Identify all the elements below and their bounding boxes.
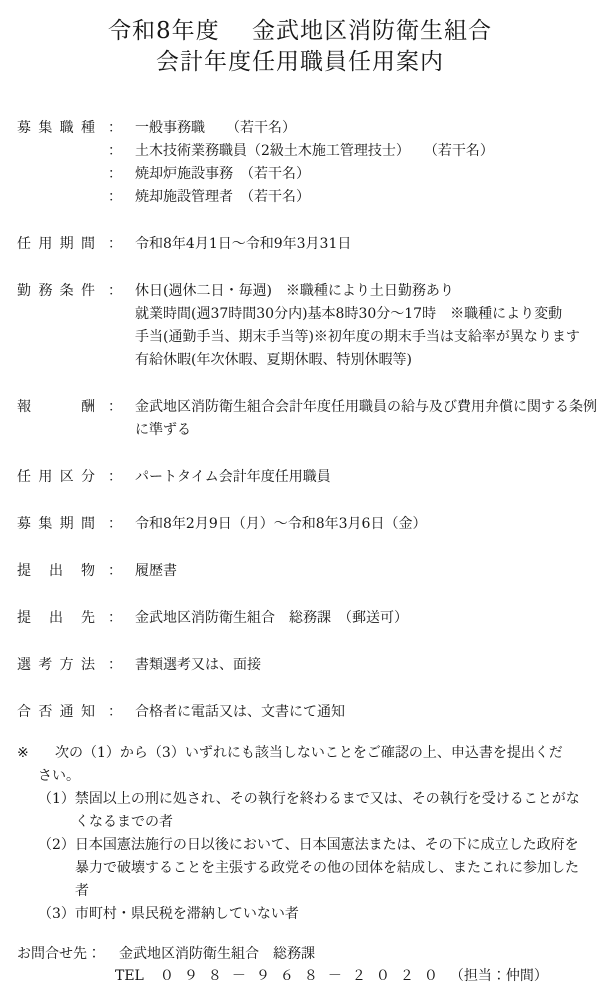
field-line [95, 701, 600, 724]
row-remuneration [17, 396, 600, 442]
note-item-2: （2）日本国憲法施行の日以後において、日本国憲法または、その下に成立した政府を [38, 837, 579, 853]
field-value: 有給休暇(年次休暇、夏期休暇、特別休暇等) [135, 352, 412, 368]
contact-section [17, 943, 600, 987]
eligibility-notes [17, 742, 600, 926]
field-value: 履歴書 [135, 563, 177, 579]
contact-label: お問合せ先： [17, 946, 101, 962]
field-value: 令和8年4月1日～令和9年3月31日 [135, 236, 352, 252]
row-appointment-category [17, 466, 600, 489]
field-label: 勤務条件 [17, 283, 95, 299]
field-value: 土木技術業務職員（2級土木施工管理技士） （若干名） [135, 143, 494, 159]
field-value: 書類選考又は、面接 [135, 657, 261, 673]
fields-section [17, 117, 600, 724]
field-line [95, 607, 600, 630]
field-label: 募集職種 [17, 120, 95, 136]
field-lines [95, 117, 600, 209]
field-lines [95, 280, 600, 372]
colon: ： [108, 120, 122, 136]
field-line [95, 466, 600, 489]
row-recruited-positions [17, 117, 600, 209]
field-line [95, 654, 600, 677]
field-value: 金武地区消防衛生組合 総務課 （郵送可） [135, 610, 408, 626]
field-line [95, 513, 600, 536]
row-result-notification [17, 701, 600, 724]
row-submission-destination [17, 607, 600, 630]
field-line [95, 560, 600, 583]
field-line [95, 186, 600, 209]
note-intro-text: 次の（1）から（3）いずれにも該当しないことをご確認の上、申込書を提出くだ [55, 745, 563, 761]
field-line [95, 280, 600, 303]
field-lines [95, 607, 600, 630]
field-line [95, 233, 600, 256]
field-label: 提 出 物 [17, 563, 95, 579]
title-line-2: 会計年度任用職員任用案内 [156, 49, 444, 75]
field-label: 合否通知 [17, 704, 95, 720]
colon: ： [108, 563, 122, 579]
row-application-period [17, 513, 600, 536]
colon: ： [108, 166, 122, 182]
tel-number: ０９８－９６８－２０２０ [159, 968, 448, 984]
note-item-1: （1）禁固以上の刑に処され、その執行を終わるまで又は、その執行を受けることがな [38, 791, 580, 807]
contact-line [17, 943, 600, 965]
field-value: 手当(通勤手当、期末手当等)※初年度の期末手当は支給率が異なります [135, 329, 580, 345]
colon: ： [108, 516, 122, 532]
colon: ： [108, 399, 122, 415]
field-value: 令和8年2月9日（月）～令和8年3月6日（金） [135, 516, 427, 532]
row-working-conditions [17, 280, 600, 372]
field-label: 任用期間 [17, 236, 95, 252]
field-line [95, 140, 600, 163]
field-label: 選考方法 [17, 657, 95, 673]
note-item-2-continuation: 暴力で破壊することを主張する政党その他の団体を結成し、またこれに参加した [75, 860, 579, 876]
field-lines [95, 396, 600, 442]
field-label: 任用区分 [17, 469, 95, 485]
field-lines [95, 560, 600, 583]
title-line-1: 令和8年度 金武地区消防衛生組合 [108, 18, 492, 44]
field-line [95, 163, 600, 186]
field-line [95, 117, 600, 140]
note-intro-continuation: さい。 [38, 768, 80, 784]
contact-tel-line [115, 965, 600, 987]
field-value: 金武地区消防衛生組合会計年度任用職員の給与及び費用弁償に関する条例 [135, 399, 597, 415]
document-title [0, 16, 600, 78]
field-value: に準ずる [135, 422, 191, 438]
field-line [95, 419, 600, 442]
field-value: 焼却炉施設事務 （若干名） [135, 166, 310, 182]
colon: ： [108, 469, 122, 485]
colon: ： [108, 704, 122, 720]
colon: ： [108, 610, 122, 626]
field-lines [95, 233, 600, 256]
field-label: 報 酬 [17, 399, 95, 415]
note-intro [17, 742, 600, 765]
field-line [95, 303, 600, 326]
note-item-1-continuation: くなるまでの者 [75, 814, 173, 830]
note-item-3: （3）市町村・県民税を滞納していない者 [38, 906, 299, 922]
field-value: 休日(週休二日・毎週) ※職種により土日勤務あり [135, 283, 454, 299]
row-submission-item [17, 560, 600, 583]
colon: ： [108, 657, 122, 673]
field-line [95, 396, 600, 419]
field-lines [95, 513, 600, 536]
colon: ： [108, 283, 122, 299]
field-line [95, 326, 600, 349]
field-value: 焼却施設管理者 （若干名） [135, 189, 310, 205]
row-selection-method [17, 654, 600, 677]
tel-person: （担当：仲間） [449, 968, 548, 984]
field-value: パートタイム会計年度任用職員 [135, 469, 331, 485]
contact-value: 金武地区消防衛生組合 総務課 [119, 946, 315, 962]
colon: ： [108, 189, 122, 205]
field-label: 募集期間 [17, 516, 95, 532]
field-lines [95, 654, 600, 677]
field-line [95, 349, 600, 372]
row-appointment-period [17, 233, 600, 256]
field-lines [95, 701, 600, 724]
field-lines [95, 466, 600, 489]
reference-mark: ※ [17, 745, 29, 761]
field-value: 就業時間(週37時間30分内)基本8時30分～17時 ※職種により変動 [135, 306, 563, 322]
field-value: 合格者に電話又は、文書にて通知 [135, 704, 345, 720]
field-label: 提 出 先 [17, 610, 95, 626]
tel-label: TEL [115, 968, 144, 984]
note-item-2-continuation: 者 [75, 883, 89, 899]
field-value: 一般事務職 （若干名） [135, 120, 296, 136]
colon: ： [108, 143, 122, 159]
colon: ： [108, 236, 122, 252]
